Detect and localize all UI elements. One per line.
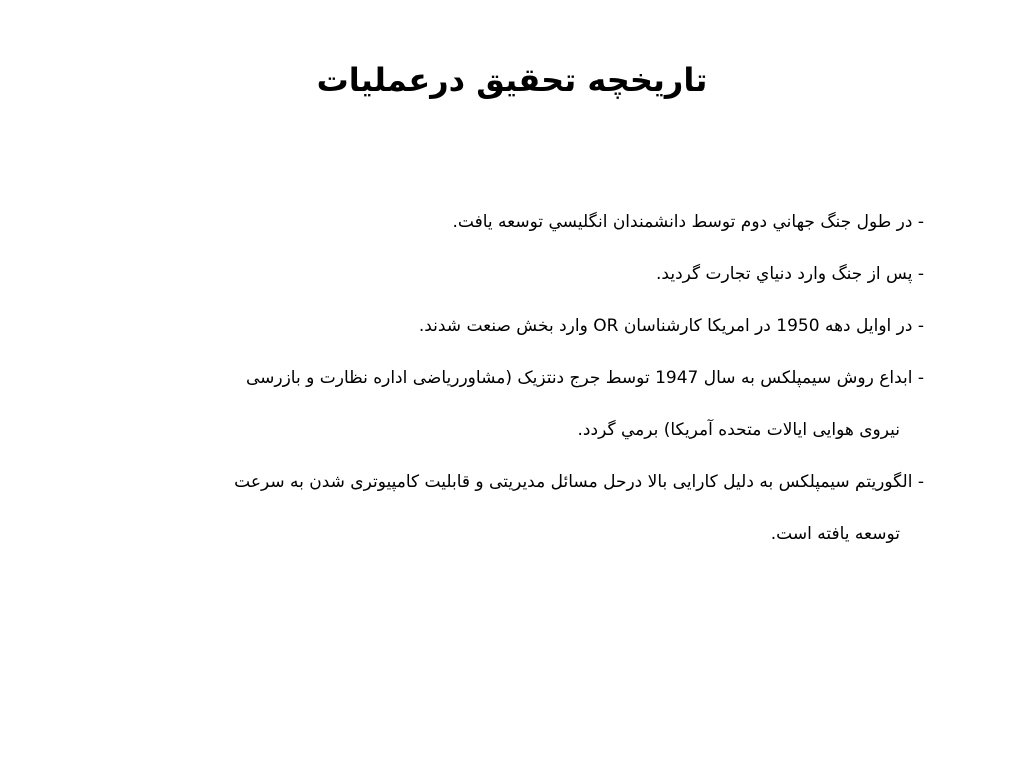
bullet-text: - ابداع روش سیمپلکس به سال 1947 توسط جرج دنتزیک (مشاورریاضی اداره نظارت و بازرسی (245, 368, 924, 388)
bullet-text: - پس از جنگ وارد دنياي تجارت گرديد. (656, 264, 924, 284)
bullet-continuation: نیروی هوایی ایالات متحده آمریکا) برمي گردد. (577, 420, 900, 440)
bullet-item (24, 300, 924, 352)
bullet-text: - در طول جنگ جهاني دوم توسط دانشمندان انگليسي توسعه يافت. (452, 212, 924, 232)
bullet-item (24, 456, 924, 560)
slide-title: تاریخچه تحقیق درعملیات (316, 61, 708, 99)
bullet-list (24, 196, 924, 560)
bullet-item (24, 196, 924, 248)
bullet-text: - الگوریتم سیمپلکس به دلیل کارایی بالا درحل مسائل مدیریتی و قابلیت کامپیوتری شدن به سرعت (234, 472, 924, 492)
bullet-text: - در اوايل دهه 1950 در امريكا كارشناسان OR وارد بخش صنعت شدند. (418, 316, 924, 336)
bullet-continuation: توسعه یافته است. (770, 524, 900, 544)
bullet-item (24, 352, 924, 456)
bullet-item (24, 248, 924, 300)
